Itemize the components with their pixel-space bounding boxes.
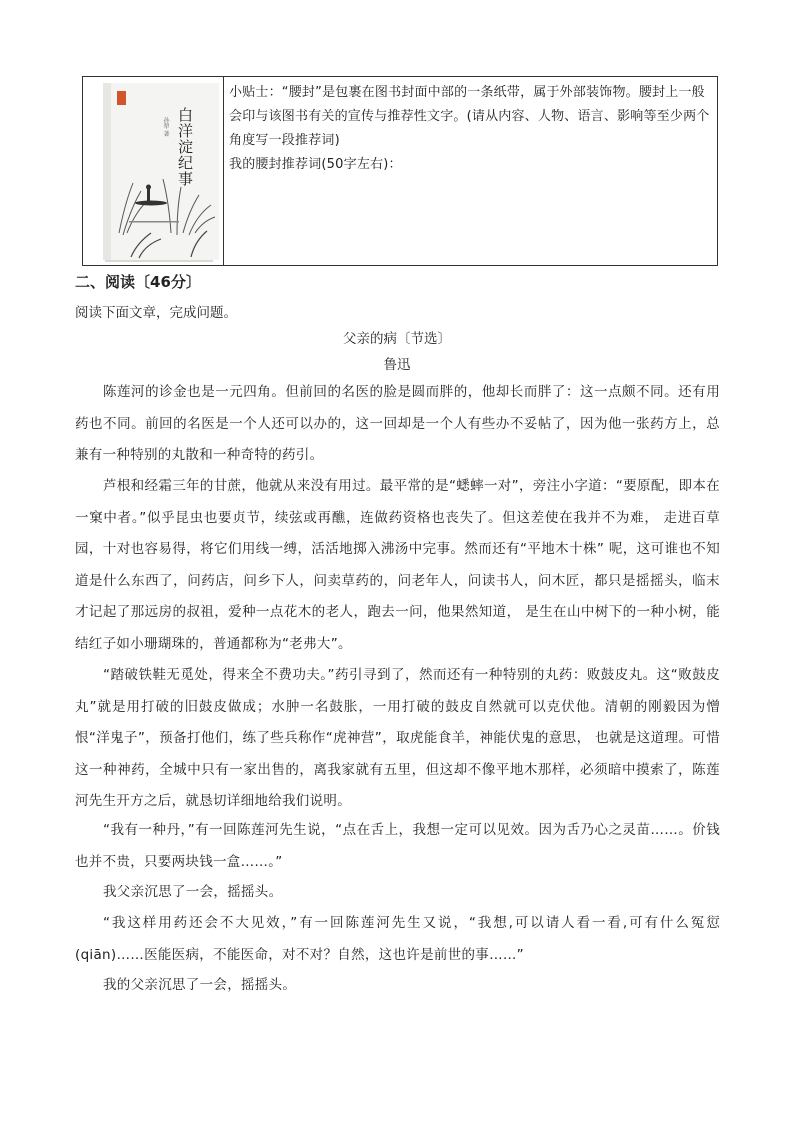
book-spine	[103, 83, 111, 260]
reed-illustration-icon	[111, 83, 219, 260]
paragraph-3: “踏破铁鞋无觅处，得来全不费功夫。”药引寻到了，然而还有一种特别的丸药：败鼓皮丸。这“败鼓皮丸”就是用打破的旧鼓皮做成；水肿一名鼓胀，一用打破的鼓皮自然就可以克伏他。清朝的刚毅因为憎恨“洋鬼子”，预备打他们，练了些兵称作“虎神营”，取虎能食羊，神能伏鬼的意思， 也就是这道理。可惜这一种神药，全城中只有一家出售的，离我家就有五里，但这却不像平地木那样，必须暗中摸索了，陈莲河先生开方之后，就恳切详细地给我们说明。	[75, 667, 720, 809]
book-title: 白洋淀纪事	[176, 107, 194, 187]
book-author: 孙犁 著	[162, 117, 169, 137]
article-author: 鲁迅	[383, 357, 411, 373]
paragraph-6: “我这样用药还会不大见效，”有一回陈莲河先生又说，“我想,可以请人看一看,可有什么冤愆(qiān)……医能医病，不能医命，对不对？自然，这也许是前世的事……”	[75, 915, 720, 963]
article-title: 父亲的病〔节选〕	[343, 331, 451, 347]
tip-instructions: 小贴士：“腰封”是包裹在图书封面中部的一条纸带，属于外部装饰物。腰封上一般会印与该图书有关的宣传与推荐性文字。(请从内容、人物、语言、影响等至少两个角度写一段推荐词)	[229, 85, 710, 148]
tip-table	[82, 76, 718, 266]
book-cover-image	[111, 83, 219, 260]
paragraph-2: 芦根和经霜三年的甘蔗，他就从来没有用过。最平常的是“蟋蟀一对”，旁注小字道：“要原配，即本在一窠中者。”似乎昆虫也要贞节，续弦或再醮，连做药资格也丧失了。但这差使在我并不为难， 走进百草园，十对也容易得，将它们用线一缚，活活地掷入沸汤中完事。然而还有“平地木十株” 呢，这可谁也不知道是什么东西了，问药店，问乡下人，问卖草药的，问老年人，问读书人，问木匠，都只是摇摇头，临末才记起了那远房的叔祖，爱种一点花木的老人，跑去一问，他果然知道， 是生在山中树下的一种小树，能结红子如小珊瑚珠的，普通都称为“老弗大”。	[75, 478, 720, 652]
paragraph-7: 我的父亲沉思了一会，摇摇头。	[103, 977, 297, 993]
section-title: 二、阅读〔46分〕	[75, 273, 201, 291]
paragraph-4: “我有一种丹，”有一回陈莲河先生说，“点在舌上，我想一定可以见效。因为舌乃心之灵苗……。价钱也并不贵，只要两块钱一盒……。”	[75, 822, 720, 870]
book-cover-cell	[83, 77, 224, 265]
paragraph-1: 陈莲河的诊金也是一元四角。但前回的名医的脸是圆而胖的，他却长而胖了：这一点颇不同。还有用药也不同。前回的名医是一个人还可以办的，这一回却是一个人有些办不妥帖了，因为他一张药方上，总兼有一种特别的丸散和一种奇特的药引。	[75, 384, 720, 463]
tip-text-cell	[224, 77, 717, 265]
recommendation-prompt: 我的腰封推荐词(50字左右)：	[229, 157, 402, 172]
paragraph-5: 我父亲沉思了一会，摇摇头。	[103, 884, 283, 900]
section-instructions: 阅读下面文章，完成问题。	[75, 305, 237, 321]
